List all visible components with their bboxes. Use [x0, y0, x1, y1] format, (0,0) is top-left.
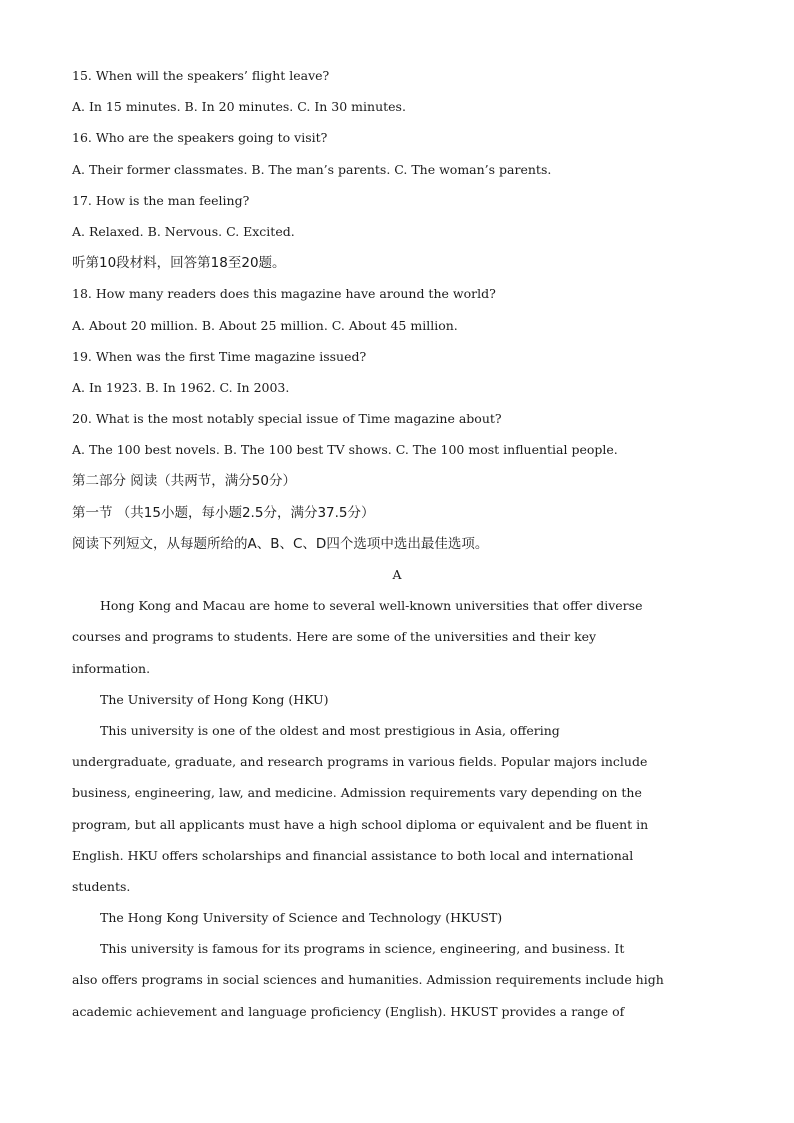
- hkust-paragraph-line: This university is famous for its programs in science, engineering, and business. It: [100, 941, 625, 957]
- passage-label: A: [392, 567, 402, 582]
- hku-paragraph-line: undergraduate, graduate, and research programs in various fields. Popular majors include: [72, 754, 648, 770]
- hku-paragraph-line: business, engineering, law, and medicine. Admission requirements vary depending on the: [72, 785, 642, 801]
- hku-paragraph-line: students.: [72, 878, 131, 894]
- section-one-heading: 第一节 （共15小题，每小题2.5分，满分37.5分）: [72, 504, 375, 521]
- passage-intro-line: courses and programs to students. Here are some of the universities and their key: [72, 629, 597, 645]
- question-18-options: A. About 20 million. B. About 25 million. C. About 45 million.: [72, 317, 458, 333]
- question-16: 16. Who are the speakers going to visit?: [72, 130, 328, 146]
- hku-paragraph-line: This university is one of the oldest and most prestigious in Asia, offering: [100, 722, 560, 738]
- question-15: 15. When will the speakers’ flight leave?: [72, 68, 330, 83]
- hkust-paragraph-line: academic achievement and language proficiency (English). HKUST provides a range of: [72, 1003, 625, 1019]
- university-heading-hkust: The Hong Kong University of Science and Technology (HKUST): [100, 910, 503, 926]
- question-17-options: A. Relaxed. B. Nervous. C. Excited.: [72, 223, 295, 239]
- question-15-options: A. In 15 minutes. B. In 20 minutes. C. In 30 minutes.: [72, 99, 406, 115]
- part-two-heading: 第二部分 阅读（共两节，满分50分）: [72, 473, 296, 490]
- question-18: 18. How many readers does this magazine have around the world?: [72, 286, 496, 302]
- hkust-paragraph-line: also offers programs in social sciences and humanities. Admission requirements include high: [72, 972, 664, 988]
- university-heading-hku: The University of Hong Kong (HKU): [100, 691, 329, 707]
- passage-intro-line: information.: [72, 660, 151, 676]
- hku-paragraph-line: English. HKU offers scholarships and financial assistance to both local and international: [72, 847, 634, 863]
- question-19: 19. When was the first Time magazine issued?: [72, 348, 367, 364]
- passage-intro-line: Hong Kong and Macau are home to several well-known universities that offer diverse: [100, 598, 643, 614]
- question-17: 17. How is the man feeling?: [72, 192, 250, 208]
- question-19-options: A. In 1923. B. In 1962. C. In 2003.: [72, 379, 290, 395]
- listening-instruction: 听第10段材料，回答第18至20题。: [72, 255, 286, 272]
- hku-paragraph-line: program, but all applicants must have a high school diploma or equivalent and be fluent in: [72, 816, 649, 832]
- question-20-options: A. The 100 best novels. B. The 100 best TV shows. C. The 100 most influential people.: [72, 442, 618, 458]
- reading-instruction: 阅读下列短文，从每题所给的A、B、C、D四个选项中选出最佳选项。: [72, 535, 489, 552]
- question-20: 20. What is the most notably special issue of Time magazine about?: [72, 411, 502, 427]
- question-16-options: A. Their former classmates. B. The man’s parents. C. The woman’s parents.: [72, 161, 552, 177]
- document-page: [72, 64, 722, 1031]
